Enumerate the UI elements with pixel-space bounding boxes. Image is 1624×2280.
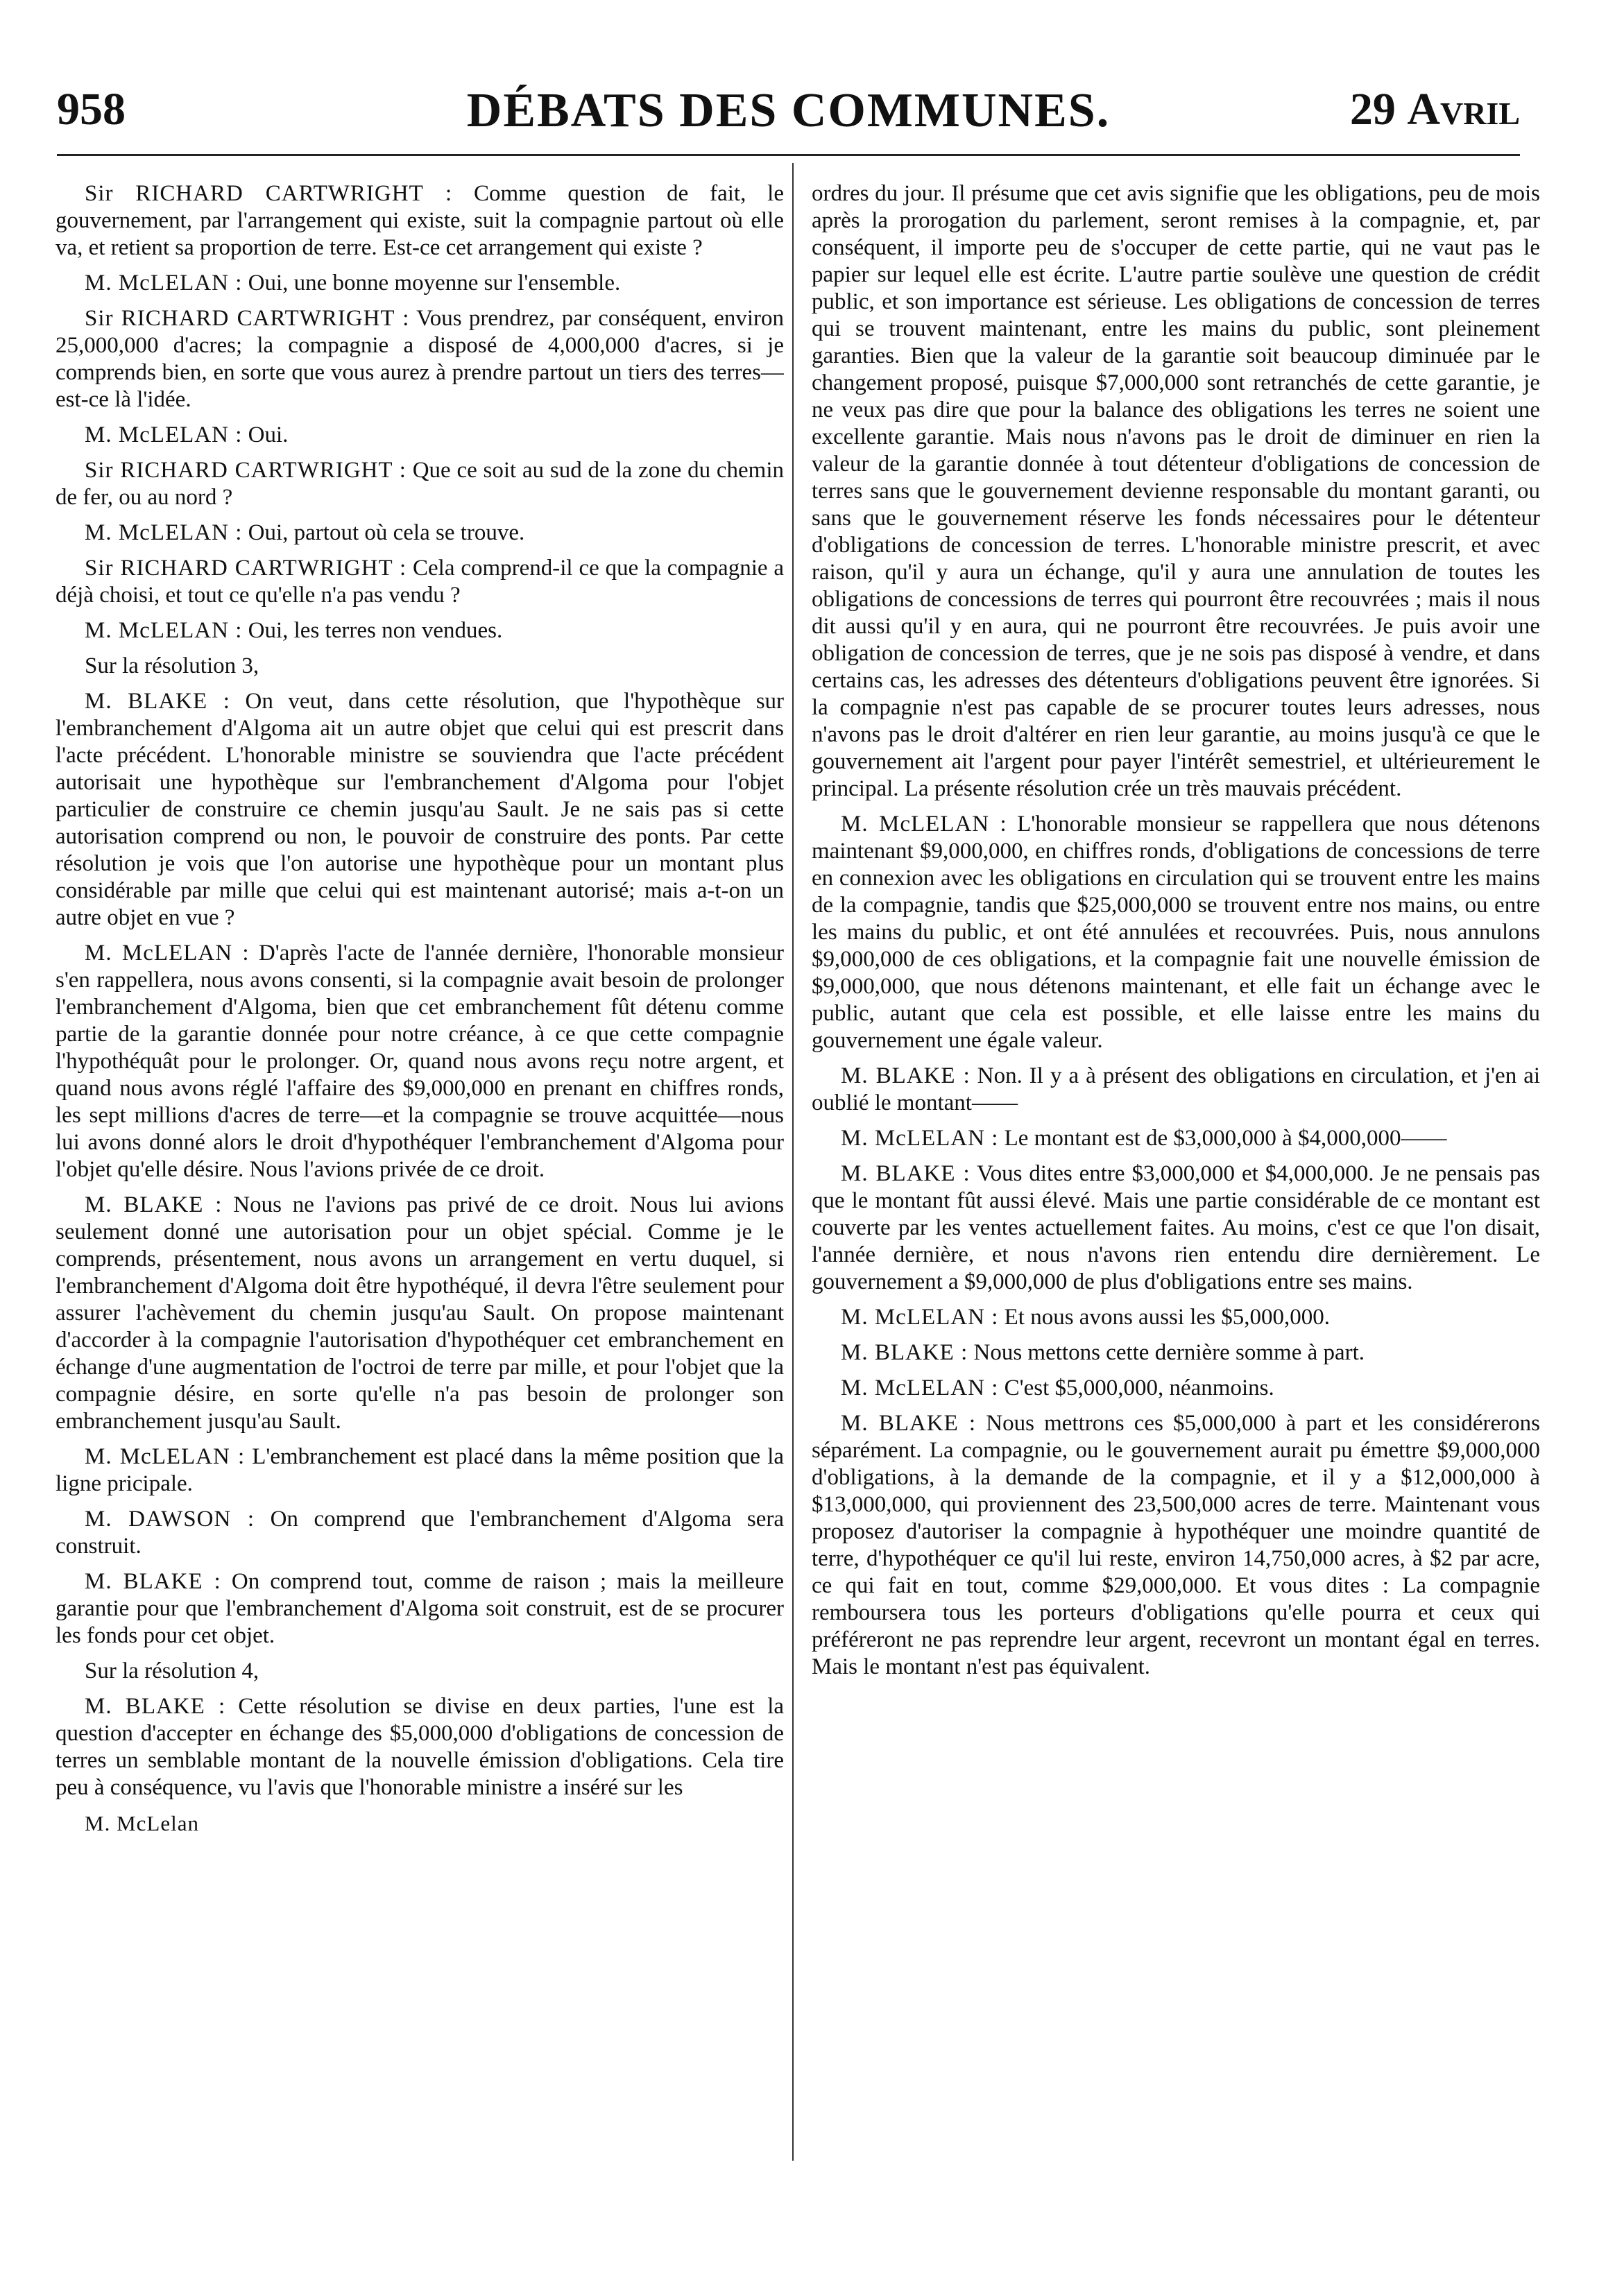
paragraph	[55, 1693, 784, 1801]
speaker-name: M. McLELAN :	[841, 1375, 999, 1400]
speaker-name: M. McLELAN :	[841, 1305, 999, 1330]
speaker-name: M. BLAKE :	[85, 1694, 226, 1719]
paragraph	[812, 1063, 1540, 1117]
paragraph	[812, 1125, 1540, 1152]
paragraph-text: Le montant est de $3,000,000 à $4,000,000——	[1004, 1126, 1447, 1151]
running-title: DÉBATS DES COMMUNES.	[466, 84, 1111, 137]
paragraph-text: Vous prendrez, par conséquent, environ 25,000,000 d'acres; la compagnie a disposé de 4,000,000 d'acres, si je comprends bien, en sorte que vous aurez à prendre partout un tiers des terres—est-ce là l'idée.	[55, 306, 784, 412]
paragraph-text: Vous dites entre $3,000,000 et $4,000,000. Je ne pensais pas que le montant fût aussi élevé. Mais une partie considérable de ce montant est couverte par les ventes actuellement faites. Au moins, c'est ce que l'on disait, l'année dernière, et nous n'avons rien entendu dire dernièrement. Le gouvernement a $9,000,000 de plus d'obligations entre ses mains.	[812, 1161, 1540, 1294]
left-paragraphs	[55, 180, 784, 1801]
paragraph	[55, 180, 784, 262]
speaker-name: M. BLAKE :	[85, 1569, 221, 1594]
paragraph-text: C'est $5,000,000, néanmoins.	[1004, 1375, 1274, 1400]
paragraph	[55, 1192, 784, 1435]
paragraph	[55, 520, 784, 547]
speaker-name: M. BLAKE :	[85, 1192, 223, 1217]
paragraph-text: On comprend que l'embranchement d'Algoma sera construit.	[55, 1507, 784, 1559]
speaker-name: Sir RICHARD CARTWRIGHT :	[85, 306, 410, 331]
paragraph	[55, 688, 784, 932]
speaker-name: M. McLELAN :	[85, 618, 243, 643]
paragraph	[812, 811, 1540, 1054]
paragraph-text: L'embranchement est placé dans la même position que la ligne pricipale.	[55, 1444, 784, 1496]
right-paragraphs	[812, 180, 1540, 1681]
speaker-name: M. BLAKE :	[85, 689, 230, 714]
paragraph	[55, 457, 784, 511]
paragraph-text: Nous mettons cette dernière somme à part.	[973, 1340, 1365, 1365]
speaker-name: M. BLAKE :	[841, 1161, 971, 1186]
paragraph	[55, 1658, 784, 1685]
speaker-name: M. McLELAN :	[85, 1444, 246, 1469]
paragraph-text: Oui, une bonne moyenne sur l'ensemble.	[248, 271, 621, 295]
speaker-name: Sir RICHARD CARTWRIGHT :	[85, 458, 407, 483]
speaker-name: M. BLAKE :	[841, 1411, 977, 1436]
paragraph	[55, 305, 784, 413]
paragraph	[812, 180, 1540, 803]
paragraph	[812, 1410, 1540, 1681]
speaker-name: M. BLAKE :	[841, 1063, 971, 1088]
paragraph-text: Cette résolution se divise en deux parties, l'une est la question d'accepter en échange des $5,000,000 d'obligations de concession de terres un semblable montant de la nouvelle émission d'obligations. Cela tire peu à conséquence, vu l'avis que l'honorable ministre a inséré sur les	[55, 1694, 784, 1800]
page-date-day: 29	[1349, 84, 1396, 135]
paragraph-text: Oui, les terres non vendues.	[248, 618, 503, 643]
speaker-name: Sir RICHARD CARTWRIGHT :	[85, 181, 453, 206]
paragraph-text: Comme question de fait, le gouvernement, par l'arrangement qui existe, suit la compagnie partout où elle va, et retient sa proportion de terre. Est-ce cet arrangement qui existe ?	[55, 181, 784, 260]
speaker-name: M. McLELAN :	[85, 271, 243, 295]
paragraph-text: On comprend tout, comme de raison ; mais la meilleure garantie pour que l'embranchement d'Algoma soit construit, est de se procurer les fonds pour cet objet.	[55, 1569, 784, 1648]
paragraph	[55, 555, 784, 609]
page-number: 958	[57, 84, 126, 135]
paragraph-text: Nous ne l'avions pas privé de ce droit. Nous lui avions seulement donné une autorisation pour un objet spécial. Comme je le comprends, présentement, nous avons un arrangement en vertu duquel, si l'embranchement d'Algoma doit être hypothéqué, il devra l'être seulement pour assurer l'achèvement du chemin jusqu'au Sault. On propose maintenant d'accorder à la compagnie l'autorisation d'hypothéquer cet embranchement en échange d'une augmentation de l'octroi de terre par mille, et pour l'objet que la compagnie désire, en sorte qu'elle n'a pas besoin de prolonger son embranchement jusqu'au Sault.	[55, 1192, 784, 1434]
header-rule	[57, 154, 1520, 156]
left-column	[55, 180, 784, 2171]
column-divider	[792, 163, 794, 2161]
paragraph	[812, 1304, 1540, 1331]
paragraph	[812, 1375, 1540, 1402]
paragraph-text: Que ce soit au sud de la zone du chemin de fer, ou au nord ?	[55, 458, 784, 510]
speaker-name: M. McLELAN :	[85, 422, 243, 447]
paragraph-text: Oui, partout où cela se trouve.	[248, 520, 525, 545]
paragraph-text: Sur la résolution 4,	[85, 1658, 259, 1683]
speaker-name: Sir RICHARD CARTWRIGHT :	[85, 556, 407, 581]
speaker-name: M. McLELAN :	[841, 1126, 999, 1151]
paragraph-text: Nous mettrons ces $5,000,000 à part et les considérerons séparément. La compagnie, ou le gouvernement aurait pu émettre $9,000,000 d'obligations, à la demande de la compagnie, et il y a $12,000,000 à $13,000,000, qui proviennent des 23,500,000 acres de terre. Maintenant vous proposez d'autoriser la compagnie à hypothéquer une moindre quantité de terre, d'hypothéquer ce qu'il lui reste, environ 14,750,000 acres, à $2 par acre, ce qui fait en tout, comme $29,000,000. Et vous dites : La compagnie remboursera tous les porteurs d'obligations qu'elle pourra et ceux qui préféreront ne pas reprendre leur argent, recevront un montant égal en terres. Mais le montant n'est pas équivalent.	[812, 1411, 1540, 1679]
paragraph-text: Sur la résolution 3,	[85, 653, 259, 678]
paragraph-text: Cela comprend-il ce que la compagnie a déjà choisi, et tout ce qu'elle n'a pas vendu ?	[55, 556, 784, 608]
page-header	[57, 83, 1520, 153]
paragraph-text: D'après l'acte de l'année dernière, l'honorable monsieur s'en rappellera, nous avons consenti, si la compagnie avait besoin de prolonger l'embranchement d'Algoma, bien que cet embranchement fût détenu comme partie de la garantie donnée pour notre créance, à ce que cette compagnie l'hypothéquât pour le prolonger. Or, quand nous avons reçu notre argent, et quand nous avons réglé l'affaire des $9,000,000 en prenant en chiffres ronds, les sept millions d'acres de terre—et la compagnie se trouve acquittée—nous lui avons donné alors le droit d'hypothéquer l'embranchement d'Algoma pour l'objet qu'elle désire. Nous l'avions privée de ce droit.	[55, 941, 784, 1182]
paragraph-text: Oui.	[248, 422, 289, 447]
paragraph	[55, 617, 784, 644]
speaker-name: M. DAWSON :	[85, 1507, 255, 1532]
paragraph	[55, 270, 784, 297]
speaker-name: M. BLAKE :	[841, 1340, 968, 1365]
paragraph	[55, 422, 784, 449]
speaker-name: M. McLELAN :	[85, 520, 243, 545]
paragraph-text: ordres du jour. Il présume que cet avis signifie que les obligations, peu de mois après la prorogation du parlement, seront remises à la compagnie, et, par conséquent, il importe peu de s'occuper de cette partie, qui ne vaut pas le papier sur lequel elle est écrite. L'autre partie soulève une question de crédit public, et son importance est sérieuse. Les obligations de concession de terres qui se trouvent maintenant, entre les mains du public, sont pleinement garanties. Bien que la valeur de la garantie soit beaucoup diminuée par le changement proposé, puisque $7,000,000 sont retranchés de cette garantie, je ne veux pas dire que pour la balance des obligations les terres ne soient une excellente garantie. Mais nous n'avons pas le droit de diminuer en rien la valeur de la garantie donnée à tout détenteur d'obligations de concession de terres sans que le gouvernement devienne responsable du montant garanti, ou sans que le gouvernement réserve les fonds nécessaires pour le détenteur d'obligations de concession de terres. L'honorable ministre prescrit, et avec raison, qu'il y aura un échange, qu'il y aura une annulation de toutes les obligations de concessions de terres qui pourront être recouvrées ; mais il nous dit aussi qu'il y en aura, qui ne pourront être recouvrées. Je puis avoir une obligation de concession de terres, que je ne sois pas disposé à vendre, et dans certains cas, les adresses des détenteurs d'obligations peuvent être ignorées. Si la compagnie n'est pas capable de se procurer toutes leurs adresses, nous n'avons pas le droit d'altérer en rien leur garantie, au moins jusqu'à ce que le gouvernement ait l'argent pour payer l'intérêt semestriel, et ultérieurement le principal. La présente résolution crée un très mauvais précédent.	[812, 181, 1540, 801]
page-date-month: Avril	[1407, 84, 1520, 135]
paragraph-text: Non. Il y a à présent des obligations en circulation, et j'en ai oublié le montant——	[812, 1063, 1540, 1115]
speaker-name: M. McLELAN :	[841, 812, 1007, 837]
paragraph	[55, 940, 784, 1183]
speaker-name: M. McLELAN :	[85, 941, 250, 966]
page-date	[1350, 83, 1520, 136]
right-column	[812, 180, 1540, 2171]
paragraph	[55, 1568, 784, 1649]
catchword: M. McLelan	[85, 1811, 199, 1835]
paragraph-text: On veut, dans cette résolution, que l'hypothèque sur l'embranchement d'Algoma ait un autre objet que celui qui est prescrit dans l'acte précédent. L'honorable ministre se souviendra que l'acte précédent autorisait une hypothèque sur l'embranchement d'Algoma pour l'objet particulier de construire ce chemin jusqu'au Sault. Je ne sais pas si cette autorisation comprend ou non, le pouvoir de construire des ponts. Par cette résolution je vois que l'on autorise une hypothèque pour un montant plus considérable par mille que celui qui est maintenant autorisé; mais a-t-on un autre objet en vue ?	[55, 689, 784, 930]
paragraph	[812, 1160, 1540, 1296]
paragraph-text: L'honorable monsieur se rappellera que nous détenons maintenant $9,000,000, en chiffres ronds, d'obligations de concessions de terre en connexion avec les obligations en circulation qui se trouvent entre les mains de la compagnie, tandis que $25,000,000 se trouvent entre nos mains, ou entre les mains du public, et ont été annulées et recouvrées. Puis, nous annulons $9,000,000 de ces obligations, et la compagnie fait une nouvelle émission de $9,000,000, que nous détenons maintenant, et elle fait un échange avec le public, autant que cela est possible, et elle laisse entre les mains du gouvernement une égale valeur.	[812, 812, 1540, 1053]
paragraph-text: Et nous avons aussi les $5,000,000.	[1004, 1305, 1330, 1330]
paragraph	[55, 653, 784, 680]
paragraph	[55, 1443, 784, 1498]
paragraph	[55, 1506, 784, 1560]
paragraph	[812, 1339, 1540, 1366]
